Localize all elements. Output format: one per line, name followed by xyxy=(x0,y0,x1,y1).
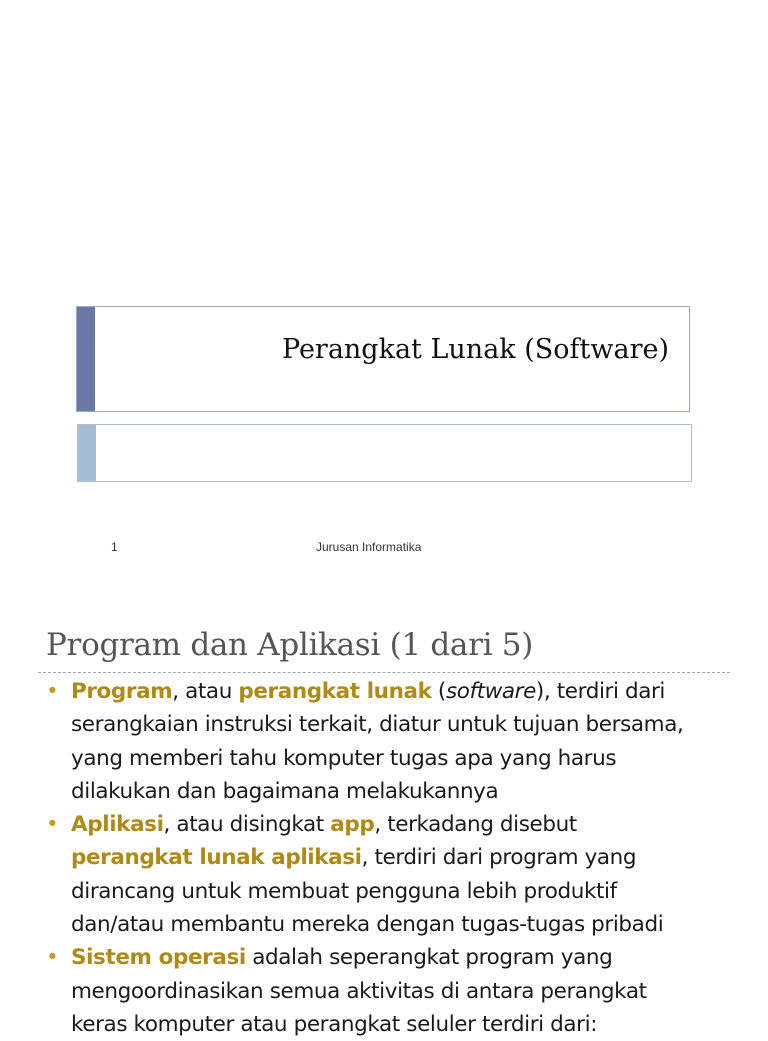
bullet-list xyxy=(46,675,746,1041)
slide-page-number: 1 xyxy=(111,540,118,554)
text-line: serangkaian instruksi terkait, diatur untuk tujuan bersama, xyxy=(71,712,684,738)
keyword: perangkat lunak aplikasi xyxy=(71,845,362,871)
title-box xyxy=(76,306,690,412)
slide-footer: Jurusan Informatika xyxy=(316,540,422,554)
text: , atau disingkat xyxy=(163,812,331,838)
keyword: Sistem operasi xyxy=(71,945,246,971)
text: , terdiri dari program yang xyxy=(361,845,637,871)
subtitle-accent-bar xyxy=(78,425,96,481)
bullet-icon: • xyxy=(46,812,59,838)
subtitle-box xyxy=(77,424,692,482)
bullet-icon: • xyxy=(46,945,59,971)
keyword: Program xyxy=(71,679,173,704)
slide-title: Perangkat Lunak (Software) xyxy=(281,334,669,365)
keyword: Aplikasi xyxy=(71,812,164,838)
bullet-icon: • xyxy=(46,679,59,704)
text-line: mengoordinasikan semua aktivitas di antara perangkat xyxy=(71,978,647,1004)
list-item xyxy=(46,808,746,941)
text-line: keras komputer atau perangkat seluler terdiri dari: xyxy=(71,1011,598,1037)
text-line: dilakukan dan bagaimana melakukannya xyxy=(71,778,499,804)
text: ( xyxy=(431,679,446,704)
text-line: dan/atau membantu mereka dengan tugas-tugas pribadi xyxy=(71,912,664,938)
keyword: perangkat lunak xyxy=(238,679,432,704)
text-line: yang memberi tahu komputer tugas apa yang harus xyxy=(71,745,617,771)
list-item xyxy=(46,675,746,808)
italic-term: software xyxy=(445,679,536,704)
section-title: Program dan Aplikasi (1 dari 5) xyxy=(46,627,533,663)
title-divider xyxy=(38,672,730,673)
title-accent-bar xyxy=(77,307,95,411)
text: , atau xyxy=(172,679,239,704)
keyword: app xyxy=(330,812,375,838)
text: adalah seperangkat program yang xyxy=(245,945,613,971)
text: , terkadang disebut xyxy=(374,812,577,838)
text-line: dirancang untuk membuat pengguna lebih produktif xyxy=(71,878,617,904)
text: ), terdiri dari xyxy=(535,679,666,704)
list-item xyxy=(46,941,746,1041)
